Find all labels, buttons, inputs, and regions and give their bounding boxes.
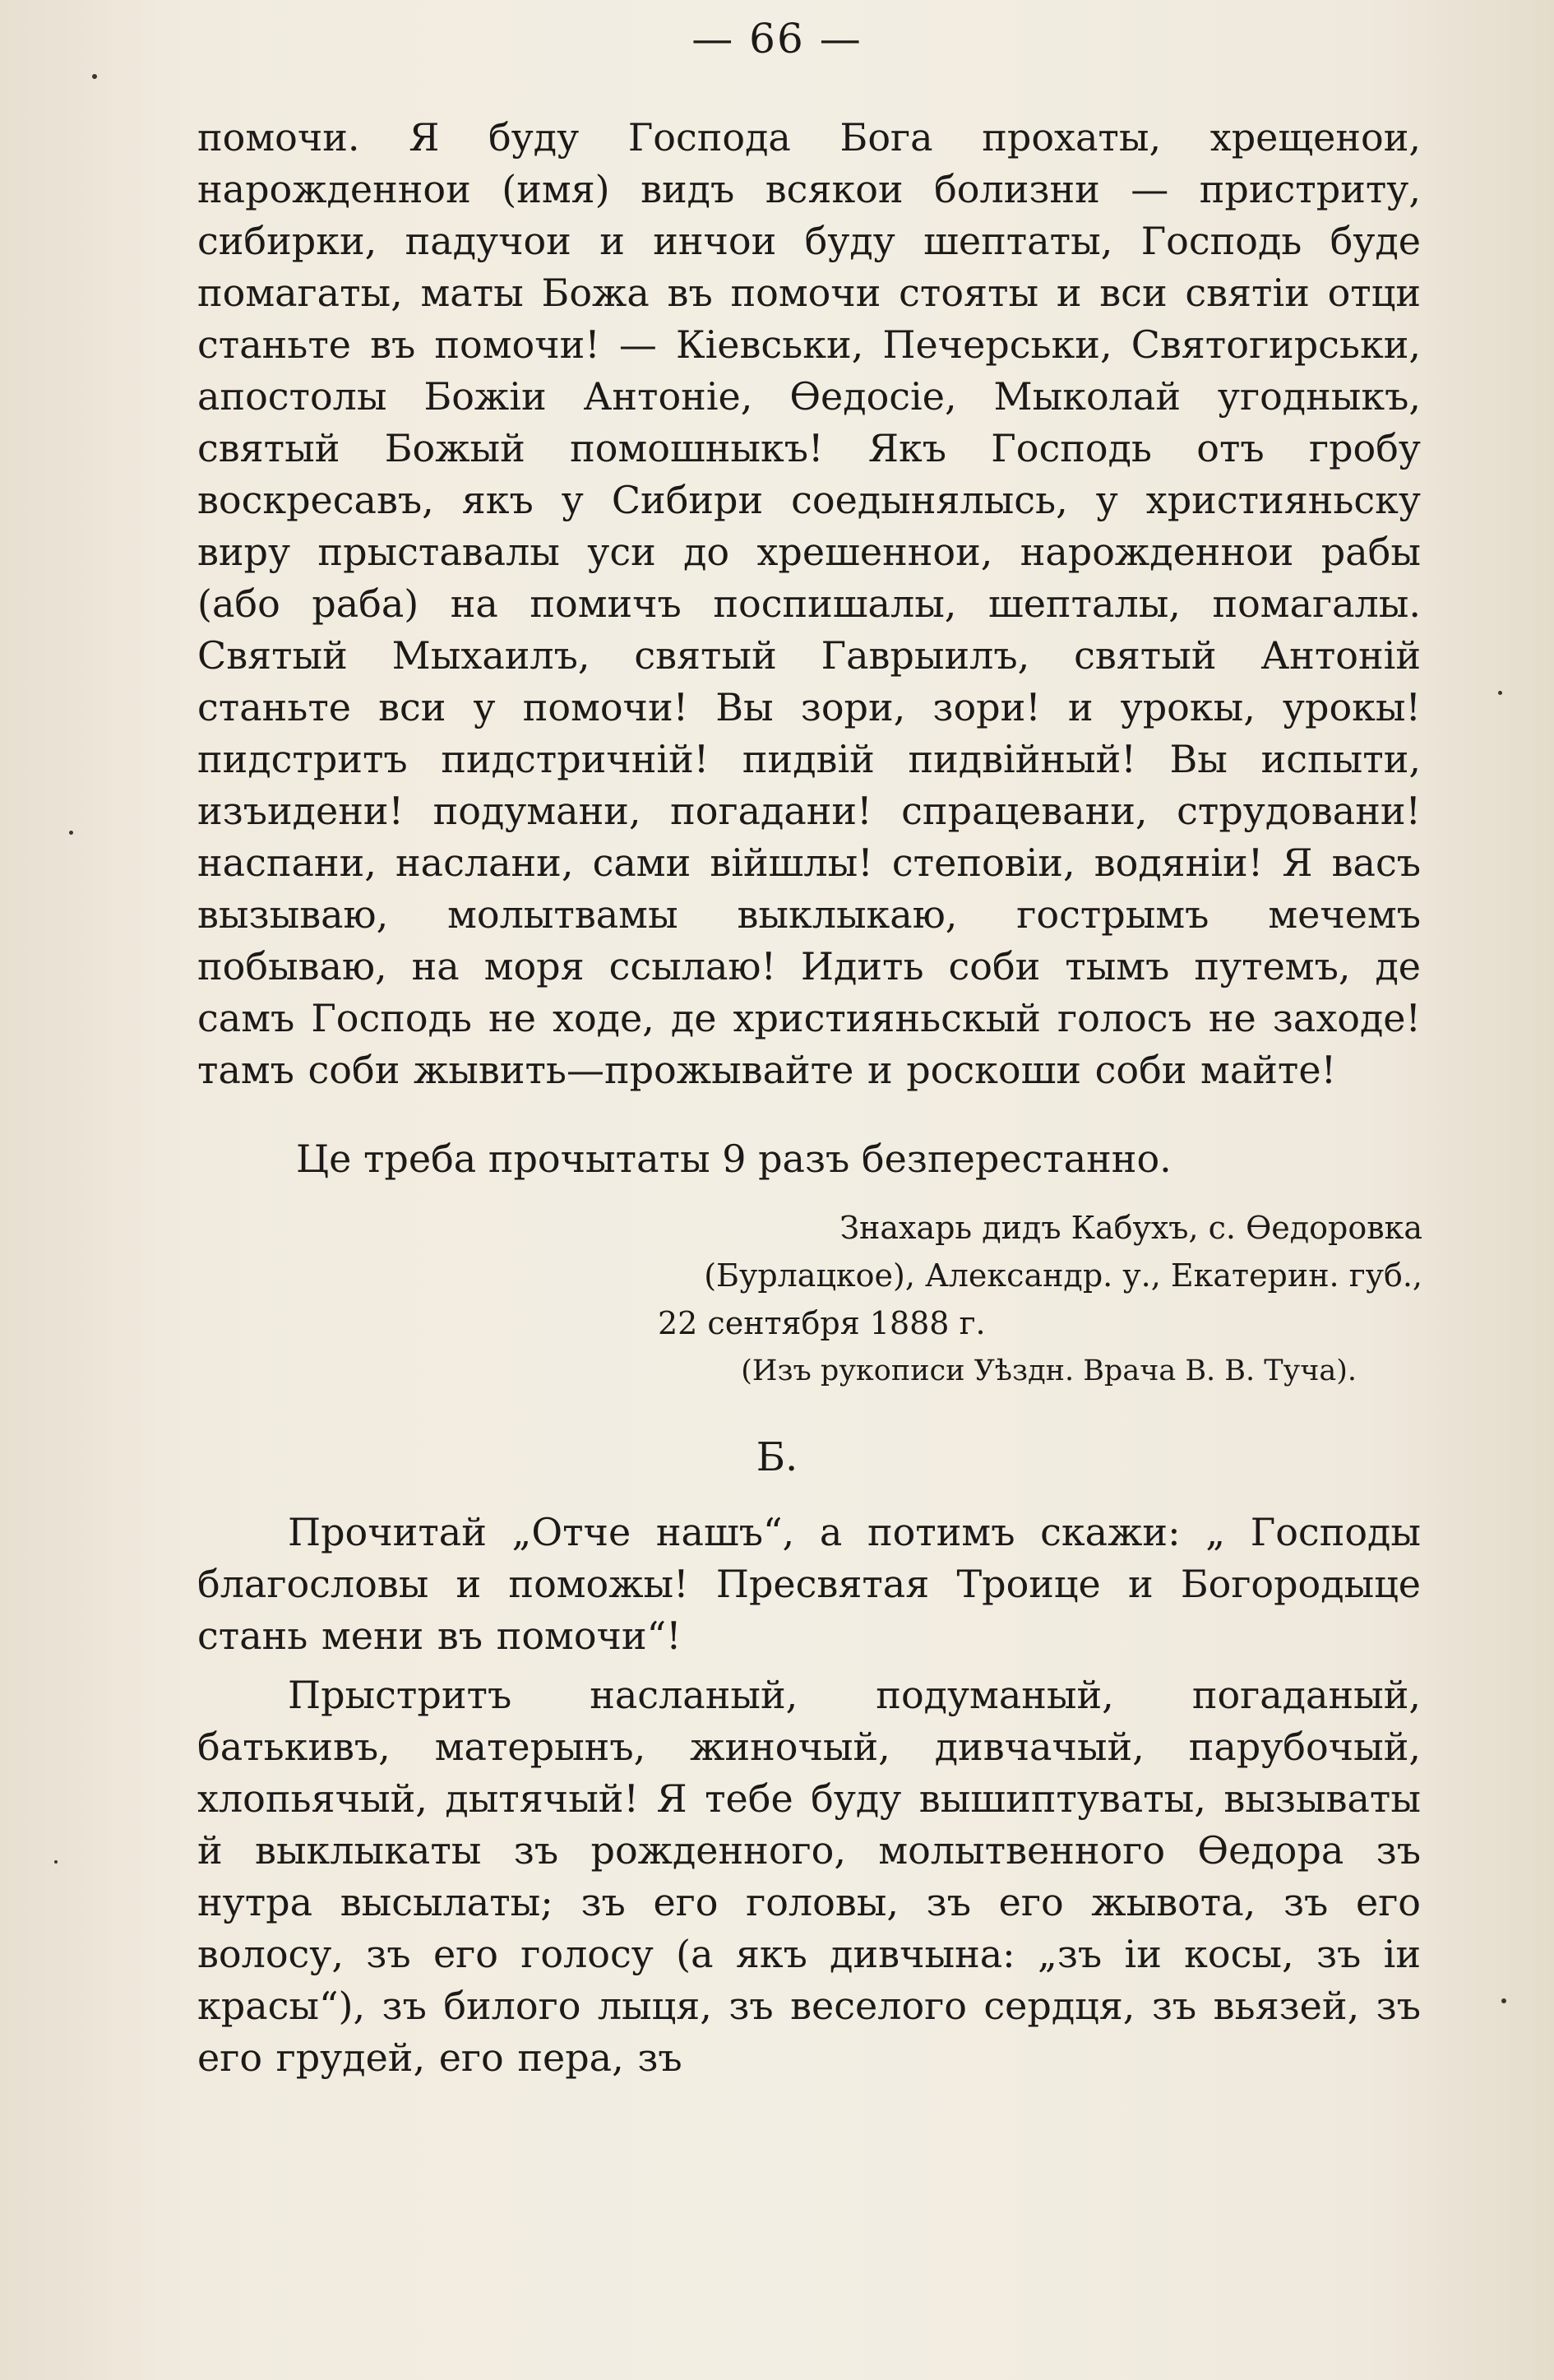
paper-speck [69, 831, 73, 835]
paragraph-incantation-a: помочи. Я буду Господа Бога прохаты, хрещенои, нарожденнои (имя) видъ всякои болизни — пристриту, сибирки, падучои и инчои буду шептаты, Господь буде помагаты, маты Божа въ помочи стояты и вси святіи отци станьте въ помочи! — Кіевськи, Печерськи, Святогирськи, апостолы Божіи Антоніе, Өедосіе, Мыколай угодныкъ, святый Божый помошныкъ! Якъ Господь отъ гробу воскресавъ, якъ у Сибири соедынялысь, у християньску виру прыставалы уси до хрешеннои, нарожденнои рабы (або раба) на помичъ поспишалы, шепталы, помагалы. Святый Мыхаилъ, святый Гаврыилъ, святый Антоній станьте вси у помочи! Вы зори, зори! и урокы, урокы! пидстритъ пидстричній! пидвій пидвійный! Вы испыти, изъидени! подумани, погадани! спрацевани, струдовани! наспани, наслани, сами війшлы! степовіи, водяніи! Я васъ вызываю, молытвамы выклыкаю, гострымъ мечемъ побываю, на моря ссылаю! Идить соби тымъ путемъ, де самъ Господь не ходе, де християньскый голосъ не заходе! тамъ соби жывить—прожывайте и роскоши соби майте! [197, 115, 1421, 1092]
closing-instruction: Це треба прочытаты 9 разъ безперестанно. [296, 1137, 1172, 1181]
paper-speck [1501, 1998, 1506, 2003]
signature-line-1: Знахарь дидъ Кабухъ, с. Өедоровка [839, 1210, 1422, 1246]
section-heading: Б. [756, 1434, 798, 1480]
source-note: (Изъ рукописи Уѣздн. Врача В. В. Туча). [741, 1354, 1357, 1387]
paragraph-prayer-intro: Прочитай „Отче нашъ“, а потимъ скажи: „ Господы благословы и поможы! Пресвятая Троице и Богородыце стань мени въ помочи“! [197, 1510, 1421, 1658]
paragraph-incantation-b: Прыстритъ насланый, подуманый, погаданый, батькивъ, матерынъ, жиночый, дивчачый, парубочый, хлопьячый, дытячый! Я тебе буду вышиптуваты, вызываты й выклыкаты зъ рожденного, молытвенного Өедора зъ нутра высылаты; зъ его головы, зъ его жывота, зъ его волосу, зъ его голосу (а якъ дивчына: „зъ іи косы, зъ іи красы“), зъ билого лыця, зъ веселого сердця, зъ вьязей, зъ его грудей, его пера, зъ [197, 1673, 1421, 2080]
signature-line-2: (Бурлацкое), Александр. у., Екатерин. губ., [704, 1257, 1422, 1294]
signature-block [658, 1204, 1422, 1395]
paper-speck [1498, 691, 1502, 695]
signature-line-3: 22 сентября 1888 г. [658, 1305, 986, 1341]
page-number: — 66 — [691, 15, 863, 63]
paper-speck [54, 1860, 58, 1864]
paper-speck [92, 74, 97, 79]
